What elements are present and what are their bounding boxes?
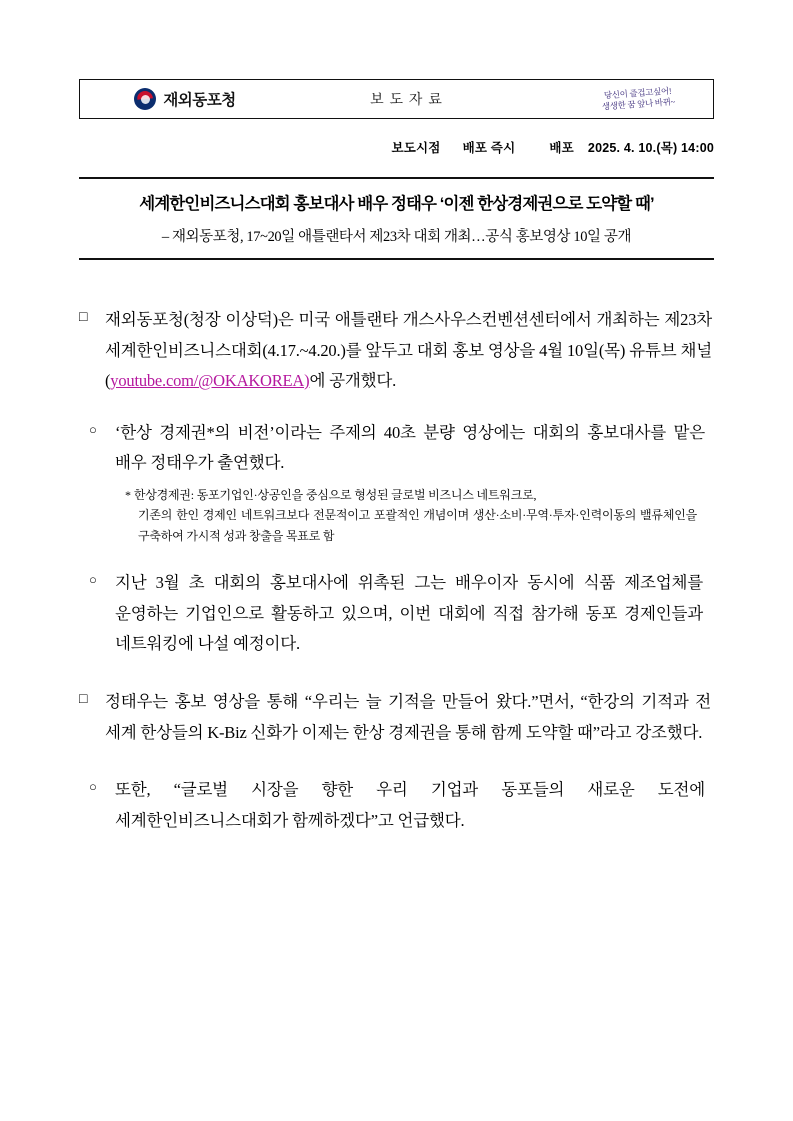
paragraph <box>79 305 719 397</box>
release-label: 배포 <box>549 141 574 155</box>
footnote-line-2: 기존의 한인 경제인 네트워크보다 전문적이고 포괄적인 개념이며 생산·소비·무역·투자·인력이동의 밸류체인을 구축하여 가시적 성과 창출을 목표로 함 <box>138 508 697 543</box>
paragraph <box>79 775 719 836</box>
timing-label: 보도시점 <box>391 141 441 155</box>
bullet-circle-icon: ○ <box>89 779 97 795</box>
document-header <box>79 79 714 119</box>
bullet-circle-icon: ○ <box>89 572 97 588</box>
text-segment: 재외동포청(청장 이상덕)은 미국 애틀랜타 개스사우스컨벤션센터에서 개최하는 제23차 세계한인비즈니스대회(4.17.~4.20.)를 앞두고 대회 홍보 영상을 4월 10일(목) 유튜브 채널( <box>105 310 712 391</box>
footnote-marker: * <box>125 487 131 502</box>
footnote <box>125 485 697 547</box>
paragraph <box>79 687 719 748</box>
release-value: 2025. 4. 10.(목) 14:00 <box>587 141 714 155</box>
paragraph-text: 지난 3월 초 대회의 홍보대사에 위촉된 그는 배우이자 동시에 식품 제조업체를 운영하는 기업인으로 활동하고 있으며, 이번 대회에 직접 참가해 동포 경제인들과 네트워킹에 나설 예정이다. <box>115 573 703 654</box>
paragraph-text: 정태우는 홍보 영상을 통해 “우리는 늘 기적을 만들어 왔다.”면서, “한강의 기적과 전 세계 한상들의 K-Biz 신화가 이제는 한상 경제권을 통해 함께 도약할 때”라고 강조했다. <box>105 692 711 742</box>
paragraph-text <box>105 305 712 397</box>
paragraph <box>79 418 719 479</box>
page-subtitle: – 재외동포청, 17~20일 애틀랜타서 제23차 대회 개최…공식 홍보영상 10일 공개 <box>161 229 632 245</box>
bullet-square-icon: □ <box>79 692 88 707</box>
paragraph-text: 또한, “글로벌 시장을 향한 우리 기업과 동포들의 새로운 도전에 세계한인비즈니스대회가 함께하겠다”고 언급했다. <box>115 780 705 830</box>
title-block <box>79 177 714 260</box>
paragraph-text: ‘한상 경제권*의 비전’이라는 주제의 40초 분량 영상에는 대회의 홍보대사를 맡은 배우 정태우가 출연했다. <box>115 422 705 473</box>
signature-line-2: 생생한 꿈 앞나 바뀌~ <box>601 96 676 112</box>
agency-name: 재외동포청 <box>163 92 236 109</box>
distribution-line <box>79 138 714 156</box>
taegeuk-emblem-icon <box>134 88 156 110</box>
timing-value: 배포 즉시 <box>462 141 516 155</box>
text-segment: 에 공개했다. <box>309 371 396 391</box>
signature-line-1: 당신이 즐겁고싶어! <box>603 86 672 101</box>
bullet-circle-icon: ○ <box>89 421 97 437</box>
footnote-line-1: 한상경제권: 동포기업인·상공인을 중심으로 형성된 글로벌 비즈니스 네트워크로, <box>133 487 537 502</box>
handwritten-signature <box>562 83 713 115</box>
youtube-channel-link[interactable]: youtube.com/@OKAKOREA) <box>110 371 310 391</box>
bullet-square-icon: □ <box>79 310 88 325</box>
page-title: 세계한인비즈니스대회 홍보대사 배우 정태우 ‘이젠 한상경제권으로 도약할 때’ <box>139 195 654 213</box>
document-type-label: 보 도 자 료 <box>370 91 443 107</box>
document-body <box>79 305 719 841</box>
paragraph <box>79 568 719 660</box>
